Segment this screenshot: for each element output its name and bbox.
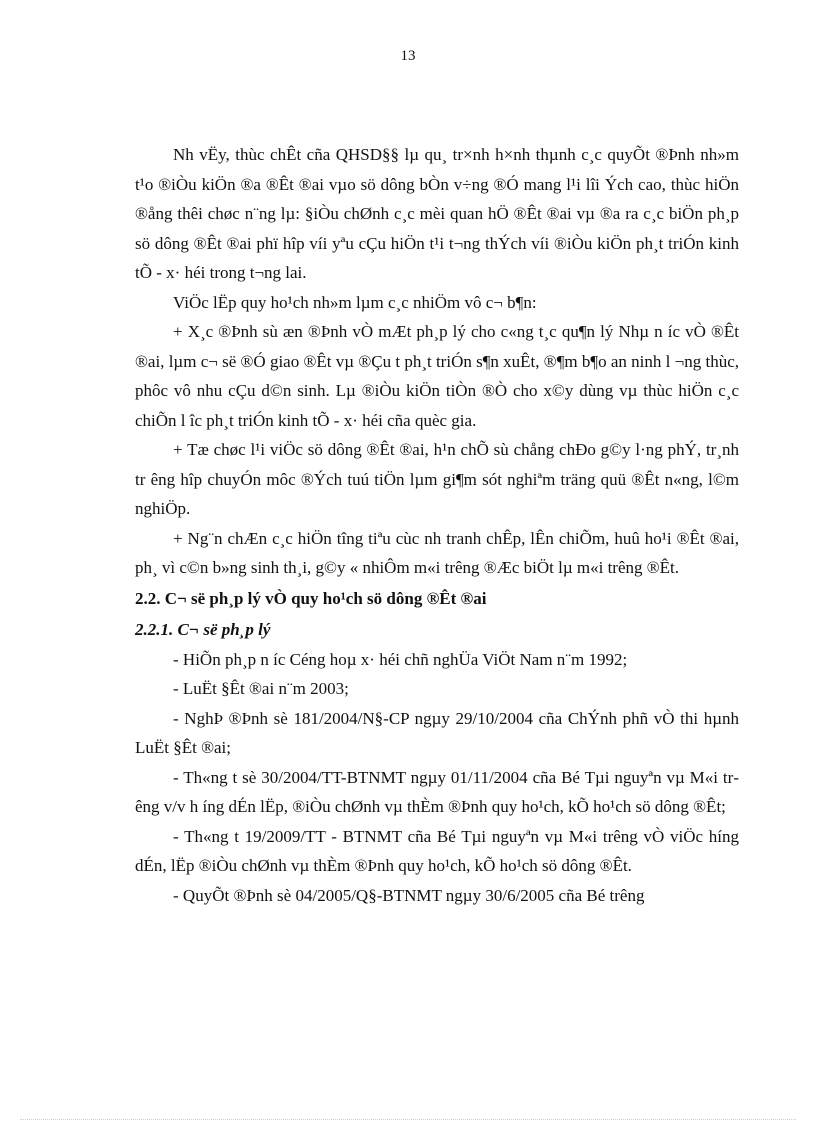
page-bottom-divider (20, 1119, 796, 1120)
paragraph-tasks-intro: ViÖc lËp quy ho¹ch nh»m lµm c¸c nhiÖm vô c¬ b¶n: (173, 292, 537, 312)
subsection-heading: 2.2.1. C¬ së ph¸p lý (135, 619, 271, 639)
legal-item-circular-30: - Th«ng t sè 30/2004/TT-BTNMT ngµy 01/11/2004 cña Bé Tµi nguyªn vµ M«i trêng v/v h íng dÉn lËp, ®iÒu chØnh vµ thÈm ®Þnh quy ho¹ch, kÕ ho¹ch sö dông ®Êt; (135, 767, 739, 816)
paragraph-task-legal-stability: + X¸c ®Þnh sù æn ®Þnh vÒ mÆt ph¸p lý cho c«ng t¸c qu¶n lý Nhµ n íc vÒ ®Êt ®ai, lµm c¬ së ®Ó giao ®Êt vµ ®Çu t ph¸t triÓn s¶n xuÊt, ®¶m b¶o an ninh l ¬ng thùc, phôc vô nhu cÇu d©n sinh. Lµ ®iÒu kiÖn tiÒn ®Ò cho x©y dùng vµ thùc hiÖn c¸c chiÕn l îc ph¸t triÓn kinh tÕ - x· héi cña quèc gia. (135, 322, 739, 430)
legal-item-constitution: - HiÕn ph¸p n íc Céng hoµ x· héi chñ nghÜa ViÖt Nam n¨m 1992; (173, 649, 628, 669)
paragraph-qhsd-definition: Nh vËy, thùc chÊt cña QHSD§§ lµ qu¸ tr×nh h×nh thµnh c¸c quyÕt ®Þnh nh»m t¹o ®iÒu kiÖn ®a ®Êt ®ai vµo sö dông bÒn v÷ng ®Ó mang l¹i lîi Ých cao, thùc hiÖn ®ång thêi chøc n¨ng lµ: §iÒu chØnh c¸c mèi quan hÖ ®Êt ®ai vµ ®a ra c¸c biÖn ph¸p sö dông ®Êt ®ai phï hîp víi yªu cÇu hiÖn t¹i t¬ng thÝch víi ®iÒu kiÖn ph¸t triÓn kinh tÕ - x· héi trong t¬ng lai. (135, 145, 739, 282)
legal-item-decision-04: - QuyÕt ®Þnh sè 04/2005/Q§-BTNMT ngµy 30/6/2005 cña Bé trêng (173, 885, 645, 905)
legal-item-circular-19: - Th«ng t 19/2009/TT - BTNMT cña Bé Tµi nguyªn vµ M«i trêng vÒ viÖc híng dÉn, lËp ®iÒu chØnh vµ thÈm ®Þnh quy ho¹ch, kÕ ho¹ch sö dông ®Êt. (135, 826, 739, 875)
page-number: 13 (400, 48, 416, 64)
legal-item-decree-181: - NghÞ ®Þnh sè 181/2004/N§-CP ngµy 29/10/2004 cña ChÝnh phñ vÒ thi hµnh LuËt §Êt ®ai; (135, 708, 739, 757)
paragraph-task-reorganize-land-use: + Tæ chøc l¹i viÖc sö dông ®Êt ®ai, h¹n chÕ sù chång chÐo g©y l·ng phÝ, tr¸nh tr êng hîp chuyÓn môc ®Ých tuú tiÖn lµm gi¶m sót nghiªm träng quü ®Êt n«ng, l©m nghiÖp. (135, 440, 739, 518)
legal-item-land-law: - LuËt §Êt ®ai n¨m 2003; (173, 679, 349, 698)
paragraph-task-prevent-negatives: + Ng¨n chÆn c¸c hiÖn tîng tiªu cùc nh tranh chÊp, lÊn chiÕm, huû ho¹i ®Êt ®ai, ph¸ vì c©n b»ng sinh th¸i, g©y « nhiÔm m«i trêng ®Æc biÖt lµ m«i trêng ®Êt. (135, 528, 739, 577)
section-heading: 2.2. C¬ së ph¸p lý vÒ quy ho¹ch sö dông ®Êt ®ai (135, 588, 487, 608)
page-body (135, 140, 739, 910)
